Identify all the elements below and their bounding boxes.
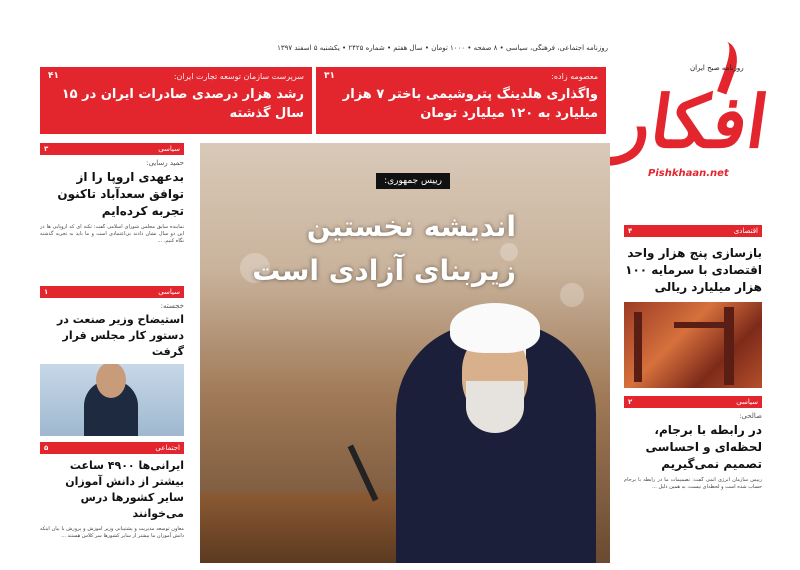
- section-label-economy: [624, 225, 762, 237]
- section-label-politics-right: [624, 396, 762, 408]
- story-headline-impeachment[interactable]: استیضاح وزیر صنعت در دستور کار مجلس قرار گرفت: [56, 313, 184, 358]
- main-story-photo[interactable]: [200, 143, 610, 563]
- speaker-beard: [466, 381, 524, 433]
- watermark-url: Pishkhaan.net: [648, 168, 729, 179]
- speaker-turban: [450, 303, 540, 353]
- section-label-politics-2: [40, 286, 184, 298]
- story-author: خجسته:: [160, 302, 184, 310]
- main-story-headline[interactable]: اندیشه نخستین زیربنای آزادی است: [252, 210, 516, 287]
- section-label-text: سیاسی: [158, 145, 180, 153]
- main-story-kicker: رییس جمهوری:: [376, 173, 450, 189]
- section-page-number: ۲: [628, 398, 633, 406]
- banner-kicker: معصومه زاده:: [551, 72, 598, 81]
- banner-headline: واگذاری هلدینگ پتروشیمی باختر ۷ هزار میلیارد به ۱۲۰ میلیارد تومان: [342, 87, 598, 121]
- factory-pillar: [634, 312, 642, 382]
- section-page-number: ۱: [44, 288, 49, 296]
- story-body: رییس سازمان انرژی اتمی گفت: تصمیمات ما در رابطه با برجام حساب شده است و لحظه‌ای نیست، به همین دلیل ...: [624, 477, 762, 490]
- banner-page-number: ۴۱: [48, 71, 59, 81]
- banner-page-number: ۳۱: [324, 71, 335, 81]
- story-body: معاون توسعه مدیریت و پشتیبانی وزیر آموزش و پرورش با بیان اینکه دانش آموزان ما بیشتر از سایر کشورها سر کلاس هستند ...: [40, 526, 184, 539]
- right-column: [624, 225, 762, 547]
- section-label-text: سیاسی: [736, 398, 758, 406]
- story-author: حمید رسایی:: [146, 159, 184, 167]
- story-headline-students[interactable]: ایرانی‌ها ۴۹۰۰ ساعت بیشتر از دانش آموزان سایر کشورها درس می‌خوانند: [65, 459, 184, 520]
- story-body: نماینده سابق مجلس شورای اسلامی گفت: نکته ای که اروپایی ها در این دو سال نشان دادند بی‌اعتمادی است و ما باید به تجربه گذشته نگاه کنیم. ...: [40, 224, 184, 244]
- story-headline-jcpoa[interactable]: در رابطه با برجام، لحظه‌ای و احساسی تصمیم نمی‌گیریم: [645, 423, 762, 471]
- masthead-info-line: روزنامه اجتماعی، فرهنگی، سیاسی • ۸ صفحه • ۱۰۰۰ تومان • سال هفتم • شماره ۲۴۲۵ • یکشنبه ۵ اسفند ۱۳۹۷: [277, 44, 608, 52]
- section-label-politics: [40, 143, 184, 155]
- section-label-text: اقتصادی: [733, 227, 758, 235]
- story-photo-minister: [40, 364, 184, 436]
- banner-headline: رشد هزار درصدی صادرات ایران در ۱۵ سال گذشته: [61, 87, 304, 121]
- newspaper-logo: افکار: [610, 79, 774, 164]
- section-page-number: ۳: [44, 145, 49, 153]
- section-label-text: اجتماعی: [155, 444, 180, 452]
- top-banner-exports[interactable]: [40, 67, 312, 134]
- logo-slogan: روزنامه صبح ایران: [690, 64, 744, 72]
- bokeh-light: [560, 283, 584, 307]
- factory-photo: [624, 302, 762, 388]
- section-page-number: ۴: [628, 227, 633, 235]
- story-headline-europe[interactable]: بدعهدی اروپا را از توافق سعدآباد تاکنون تجربه کرده‌ایم: [57, 170, 184, 218]
- banner-kicker: سرپرست سازمان توسعه تجارت ایران:: [173, 72, 304, 81]
- section-label-text: سیاسی: [158, 288, 180, 296]
- story-headline-reconstruction[interactable]: بازسازی پنج هزار واحد اقتصادی با سرمایه ۱۰۰ هزار میلیارد ریالی: [625, 246, 762, 294]
- section-label-social: [40, 442, 184, 454]
- story-author: صالحی:: [739, 412, 762, 420]
- factory-pillar: [724, 307, 734, 385]
- section-page-number: ۵: [44, 444, 49, 452]
- top-banner-petrochemical[interactable]: [316, 67, 606, 134]
- left-column: [40, 143, 184, 554]
